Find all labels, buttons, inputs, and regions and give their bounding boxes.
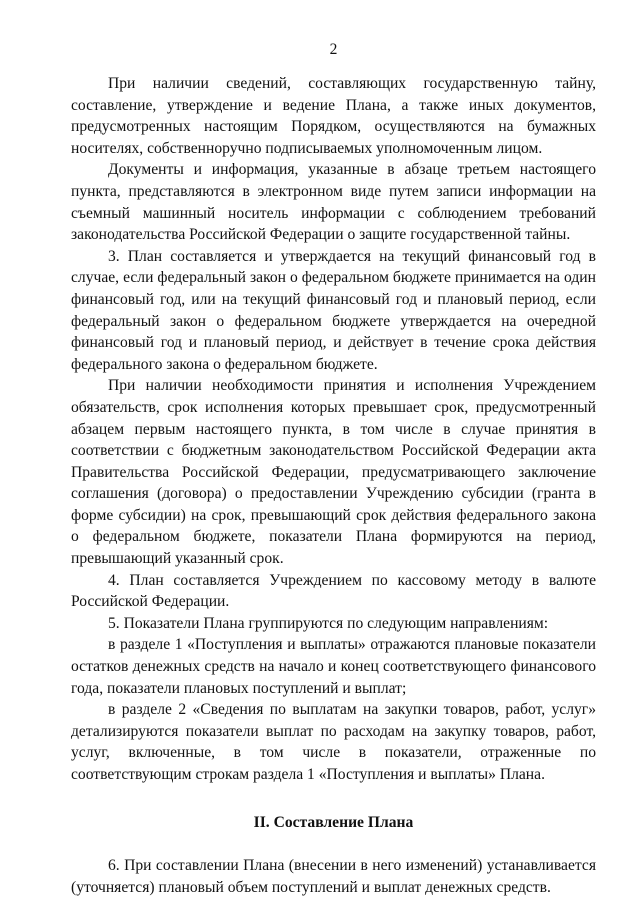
paragraph-item-4: 4. План составляется Учреждением по кассовому методу в валюте Российской Федерации. — [71, 571, 596, 611]
paragraph-state-secret: При наличии сведений, составляющих государственную тайну, составление, утверждение и ведение Плана, а также иных документов, предусмотренных настоящим Порядком, осуществляются на бумажных носителях, собственноручно подписываемых уполномоченным лицом. — [71, 75, 596, 157]
paragraph-item-3: 3. План составляется и утверждается на текущий финансовый год в случае, если федеральный закон о федеральном бюджете принимается на один финансовый год, или на текущий финансовый год и плановый период, если федеральный закон о федеральном бюджете утверждается на очередной финансовый год и плановый период, и действует в течение срока действия федерального закона о федеральном бюджете. — [71, 247, 596, 373]
page-number: 2 — [329, 41, 338, 58]
paragraph-item-5: 5. Показатели Плана группируются по следующим направлениям: — [108, 614, 549, 632]
paragraph-obligations: При наличии необходимости принятия и исполнения Учреждением обязательств, срок исполнения которых превышает срок, предусмотренный абзацем первым настоящего пункта, в том числе в случае принятия в соответствии с бюджетным законодательством Российской Федерации акта Правительства Российской Федерации, предусматривающего заключение соглашения (договора) о предоставлении Учреждению субсидии (гранта в форме субсидии) на срок, превышающий срок действия федерального закона о федеральном бюджете, показатели Плана формируются на период, превышающий указанный срок. — [71, 377, 596, 568]
paragraph-section-2: в разделе 2 «Сведения по выплатам на закупки товаров, работ, услуг» детализируются показатели выплат по расходам на закупку товаров, работ, услуг, включенные, в том числе в показатели, отраженные по соответствующим строкам раздела 1 «Поступления и выплаты» Плана. — [71, 701, 596, 783]
paragraph-item-6: 6. При составлении Плана (внесении в него изменений) устанавливается (уточняется) плановый объем поступлений и выплат денежных средств. — [71, 857, 596, 896]
document-body — [71, 73, 596, 898]
section-heading: II. Составление Плана — [253, 813, 414, 831]
paragraph-electronic-submission: Документы и информация, указанные в абзаце третьем настоящего пункта, представляются в электронном виде путем записи информации на съемный машинный носитель информации с соблюдением требований законодательства Российской Федерации о защите государственной тайны. — [71, 161, 596, 244]
paragraph-section-1: в разделе 1 «Поступления и выплаты» отражаются плановые показатели остатков денежных средств на начало и конец соответствующего финансового года, показатели плановых поступлений и выплат; — [71, 636, 596, 697]
